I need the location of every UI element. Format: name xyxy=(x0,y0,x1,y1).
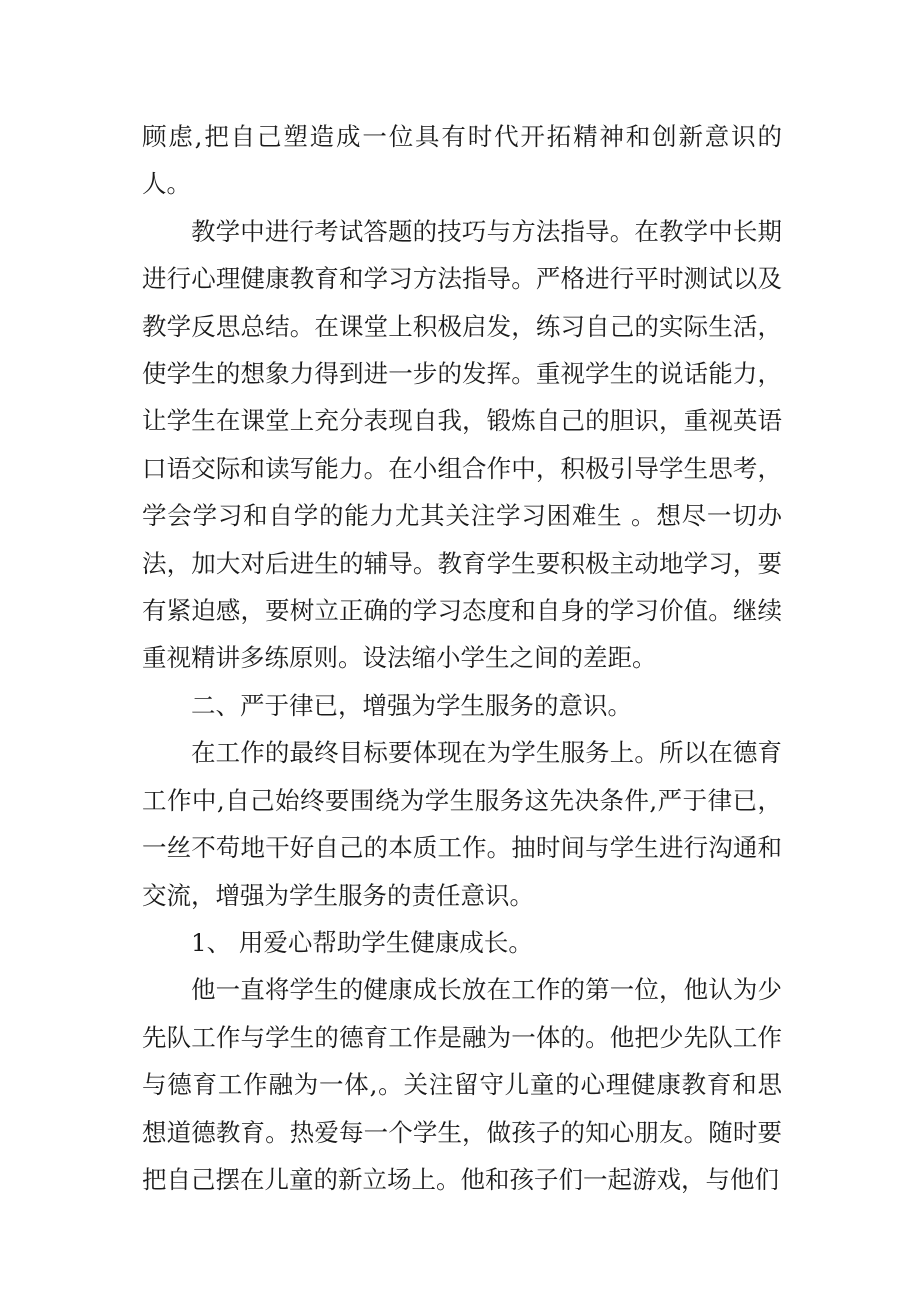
paragraph-4: 他一直将学生的健康成长放在工作的第一位，他认为少先队工作与学生的德育工作是融为一体的。他把少先队工作与德育工作融为一体,。关注留守儿童的心理健康教育和思想道德教育。热爱每一个学生，做孩子的知心朋友。随时要把自己摆在儿童的新立场上。他和孩子们一起游戏，与他们 xyxy=(142,975,782,1194)
paragraph-1: 顾虑,把自己塑造成一位具有时代开拓精神和创新意识的人。 xyxy=(142,122,782,199)
subsection-heading-1: 1、 用爱心帮助学生健康成长。 xyxy=(191,927,533,957)
document-body xyxy=(142,113,782,1203)
paragraph-3: 在工作的最终目标要体现在为学生服务上。所以在德育工作中,自己始终要围绕为学生服务这先决条件,严于律已，一丝不苟地干好自己的本质工作。抽时间与学生进行沟通和交流，增强为学生服务的责任意识。 xyxy=(142,738,782,910)
paragraph-2: 教学中进行考试答题的技巧与方法指导。在教学中长期进行心理健康教育和学习方法指导。严格进行平时测试以及教学反思总结。在课堂上积极启发，练习自己的实际生活，使学生的想象力得到进一步的发挥。重视学生的说话能力，让学生在课堂上充分表现自我，锻炼自己的胆识，重视英语口语交际和读写能力。在小组合作中，积极引导学生思考，学会学习和自学的能力尤其关注学习困难生 。想尽一切办法，加大对后进生的辅导。教育学生要积极主动地学习，要有紧迫感，要树立正确的学习态度和自身的学习价值。继续重视精讲多练原则。设法缩小学生之间的差距。 xyxy=(142,216,782,673)
section-heading-2: 二、严于律已，增强为学生服务的意识。 xyxy=(191,690,632,720)
